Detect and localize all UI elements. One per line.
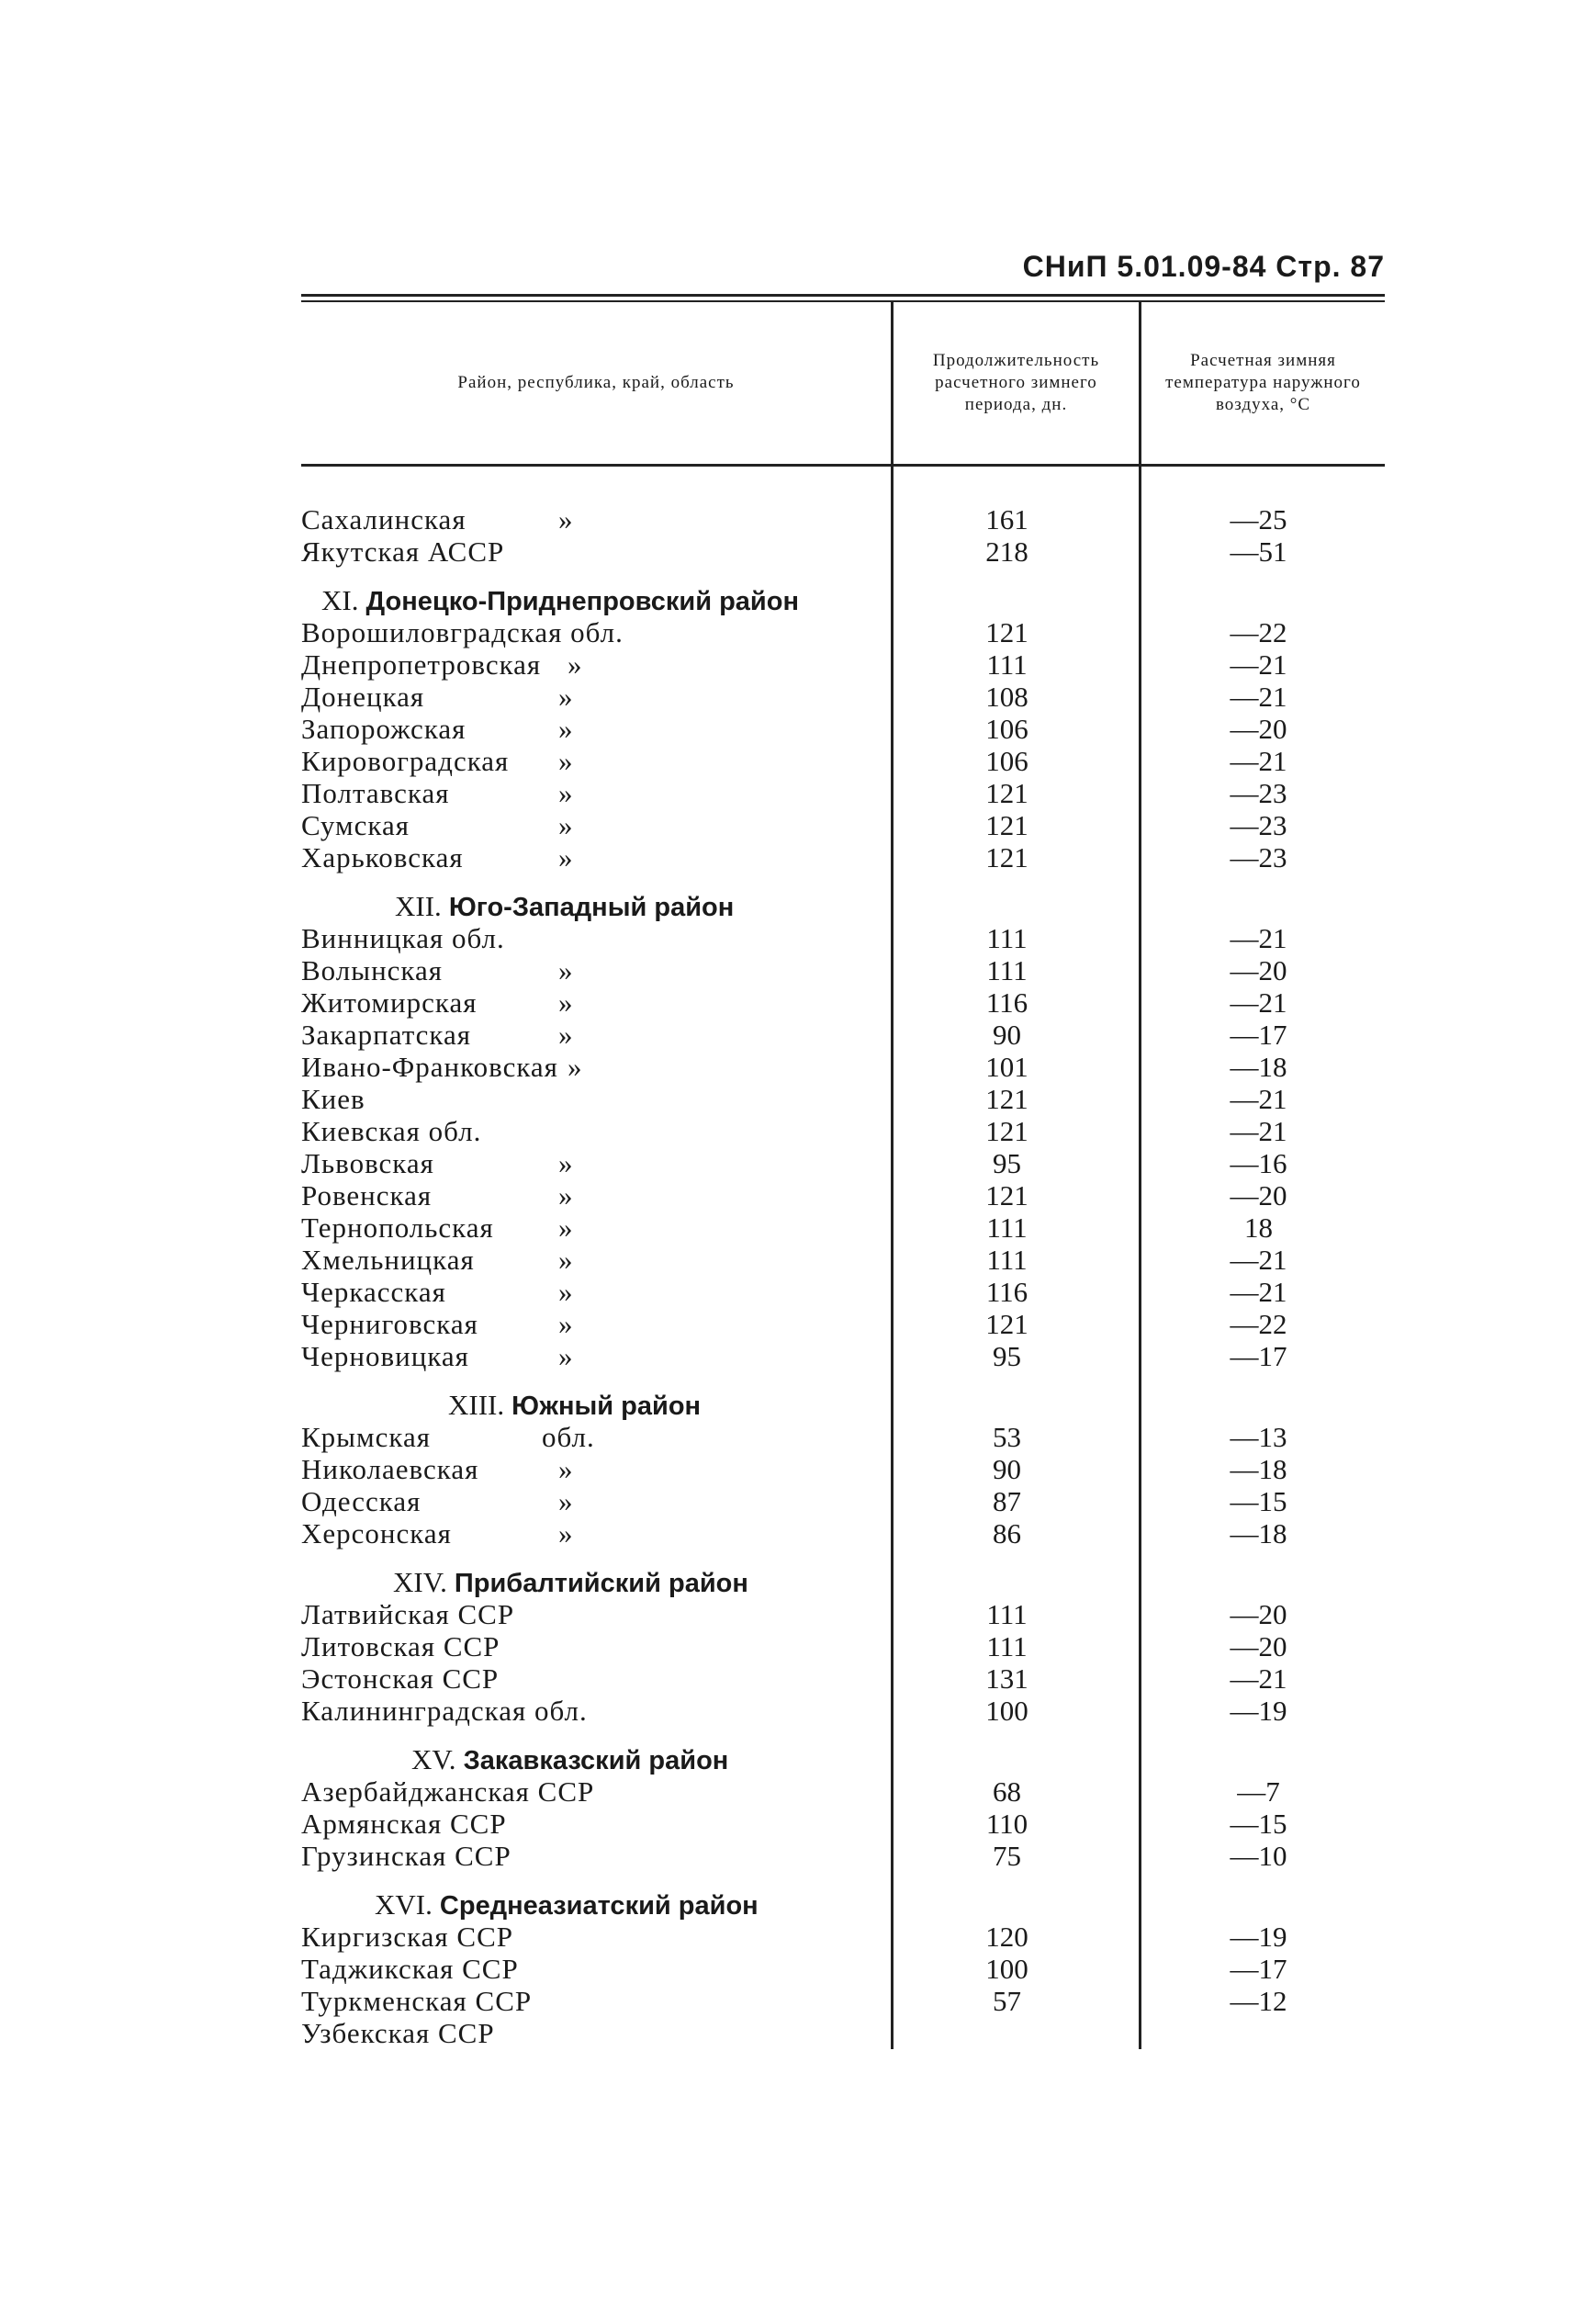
section-title [301,1743,891,1775]
table-row [301,986,891,1019]
region-suffix: » [558,1453,574,1485]
region-suffix: » [558,1485,574,1517]
region-name-text: Черкасская [301,1276,446,1308]
region-name-text: Житомирская [301,986,478,1019]
temperature-cell: —21 [1230,986,1287,1019]
region-name-text: Ивано-Франковская [301,1051,558,1083]
temperature-cell: —15 [1230,1808,1287,1840]
table-top-rule [301,294,1385,297]
region-name-text: Латвийская ССР [301,1598,515,1630]
table-row [301,1517,891,1549]
duration-cell: 90 [993,1453,1021,1485]
table-row [301,777,891,809]
group-spacer [1141,1549,1385,1566]
temperature-cell: —25 [1230,503,1287,535]
temperature-cell [1141,2017,1385,2049]
region-name [301,1840,891,1872]
table-row [301,1695,891,1727]
region-name-text: Одесская [301,1485,421,1517]
region-name [301,681,891,713]
region-suffix: » [558,503,574,535]
duration-cell: 110 [985,1808,1028,1840]
table-row [301,1019,891,1051]
region-name-text: Хмельницкая [301,1244,475,1276]
duration-cell: 111 [986,1630,1028,1662]
region-name [301,1775,891,1808]
region-name-text: Закарпатская [301,1019,471,1051]
region-name [301,1453,891,1485]
group-spacer [301,1372,891,1389]
section-number: XV. [411,1743,456,1775]
table-header [301,302,1385,467]
temperature-cell: —21 [1230,1662,1287,1695]
table-row [301,1808,891,1840]
table-row [301,1276,891,1308]
region-name-text: Эстонская ССР [301,1662,500,1695]
region-suffix: » [558,809,574,841]
group-spacer [894,1549,1139,1566]
section-name: Донецко-Приднепровский район [365,587,799,616]
table-row [301,681,891,713]
duration-cell: 121 [985,1083,1028,1115]
region-suffix: » [558,1147,574,1179]
region-name [301,1019,891,1051]
section-blank [1141,1888,1385,1921]
region-name-text: Николаевская [301,1453,479,1485]
region-suffix: » [558,1517,574,1549]
duration-cell: 68 [993,1775,1021,1808]
region-suffix: » [558,745,574,777]
region-name-text: Кировоградская [301,745,510,777]
duration-cell: 120 [985,1921,1028,1953]
temperature-cell: —15 [1230,1485,1287,1517]
group-spacer [1141,1872,1385,1888]
region-column [301,467,891,2049]
region-name [301,2017,891,2049]
region-name-text: Киргизская ССР [301,1921,514,1953]
table-row [301,1598,891,1630]
duration-cell: 53 [993,1421,1021,1453]
duration-cell: 131 [985,1662,1028,1695]
temperature-cell: —18 [1230,1517,1287,1549]
region-name [301,1276,891,1308]
section-title [301,1888,891,1921]
section-blank [1141,1743,1385,1775]
region-name-text: Киевская обл. [301,1115,482,1147]
column-header-region: Район, республика, край, область [457,373,735,392]
duration-cell: 121 [985,1308,1028,1340]
duration-cell: 121 [985,1115,1028,1147]
temperature-cell: —21 [1230,681,1287,713]
temperature-cell: —22 [1230,1308,1287,1340]
duration-cell: 108 [985,681,1028,713]
duration-cell [894,2017,1139,2049]
duration-cell: 95 [993,1340,1021,1372]
table-row [301,922,891,954]
section-blank [1141,1389,1385,1421]
group-spacer [1141,568,1385,584]
section-name: Среднеазиатский район [439,1891,759,1921]
table-body [301,467,1385,2049]
duration-cell: 116 [985,1276,1028,1308]
region-name [301,986,891,1019]
table-row [301,1953,891,1985]
region-name-text: Донецкая [301,681,425,713]
region-name [301,535,891,568]
region-name [301,713,891,745]
temperature-cell: —21 [1230,745,1287,777]
group-spacer [1141,1727,1385,1743]
duration-cell: 75 [993,1840,1021,1872]
table-row [301,954,891,986]
region-suffix: » [558,1244,574,1276]
temperature-cell: —17 [1230,1953,1287,1985]
region-name-text: Полтавская [301,777,450,809]
group-spacer [894,873,1139,890]
temperature-cell: —19 [1230,1921,1287,1953]
table-row [301,1485,891,1517]
region-name [301,1808,891,1840]
region-name [301,1179,891,1211]
region-name-text: Сахалинская [301,503,466,535]
group-spacer [301,1872,891,1888]
table-row [301,2017,891,2049]
temperature-cell: —22 [1230,616,1287,648]
region-name-text: Черниговская [301,1308,478,1340]
region-name [301,503,891,535]
table-row [301,1244,891,1276]
duration-cell: 111 [986,1598,1028,1630]
section-number: XIII. [448,1389,505,1421]
temperature-cell: 18 [1244,1211,1273,1244]
table-row [301,1775,891,1808]
region-name-text: Львовская [301,1147,434,1179]
duration-cell: 121 [985,616,1028,648]
section-blank [894,1888,1139,1921]
region-suffix: » [558,713,574,745]
temperature-cell: —21 [1230,1276,1287,1308]
table-row [301,1211,891,1244]
region-suffix: » [558,1211,574,1244]
temperature-cell: —23 [1230,777,1287,809]
table-row [301,713,891,745]
region-suffix: » [558,1308,574,1340]
temperature-cell: —20 [1230,954,1287,986]
table-row [301,1115,891,1147]
region-name [301,1485,891,1517]
region-name [301,841,891,873]
table-row [301,1421,891,1453]
region-name [301,648,891,681]
duration-cell: 218 [985,535,1028,568]
region-name-text: Таджикская ССР [301,1953,519,1985]
temperature-cell: —21 [1230,1244,1287,1276]
region-name [301,1147,891,1179]
temperature-cell: —20 [1230,1179,1287,1211]
region-suffix: » [558,1019,574,1051]
duration-cell: 57 [993,1985,1021,2017]
group-spacer [1141,1372,1385,1389]
region-name [301,1695,891,1727]
duration-cell: 161 [985,503,1028,535]
temperature-cell: —20 [1230,1598,1287,1630]
region-name-text: Армянская ССР [301,1808,507,1840]
section-title [301,890,891,922]
section-blank [1141,890,1385,922]
table-row [301,1147,891,1179]
section-number: XIV. [393,1566,447,1598]
temperature-column [1139,467,1385,2049]
region-name-text: Узбекская ССР [301,2017,495,2049]
section-number: XII. [395,890,442,922]
section-number: XI. [321,584,359,616]
temperature-cell: —18 [1230,1453,1287,1485]
group-spacer [894,1872,1139,1888]
section-number: XVI. [375,1888,433,1921]
duration-cell: 90 [993,1019,1021,1051]
group-spacer [894,568,1139,584]
region-name-text: Запорожская [301,713,466,745]
section-blank [894,1389,1139,1421]
region-name [301,1598,891,1630]
temperature-cell: —21 [1230,1115,1287,1147]
temperature-cell: —21 [1230,922,1287,954]
duration-column [891,467,1139,2049]
duration-cell: 106 [985,745,1028,777]
region-name [301,616,891,648]
region-suffix: » [558,841,574,873]
group-spacer [301,873,891,890]
region-suffix: » [568,1051,583,1083]
region-name [301,1985,891,2017]
group-spacer [894,1372,1139,1389]
duration-cell: 106 [985,713,1028,745]
duration-cell: 95 [993,1147,1021,1179]
table-row [301,535,891,568]
temperature-cell: —23 [1230,809,1287,841]
duration-cell: 111 [986,954,1028,986]
region-name-text: Туркменская ССР [301,1985,533,2017]
region-name [301,954,891,986]
table-row [301,1985,891,2017]
region-suffix: » [568,648,583,681]
duration-cell: 116 [985,986,1028,1019]
table-row [301,1630,891,1662]
region-name-text: Сумская [301,809,410,841]
region-name-text: Азербайджанская ССР [301,1775,595,1808]
region-name-text: Винницкая обл. [301,922,505,954]
duration-cell: 121 [985,777,1028,809]
section-blank [1141,584,1385,616]
duration-cell: 100 [985,1953,1028,1985]
region-name [301,1244,891,1276]
table-row [301,648,891,681]
region-suffix: » [558,1276,574,1308]
temperature-cell: —23 [1230,841,1287,873]
region-name-text: Киев [301,1083,365,1115]
section-title [301,1389,891,1421]
page-header: СНиП 5.01.09-84 Стр. 87 [1022,250,1385,283]
table-row [301,616,891,648]
table-row [301,1921,891,1953]
table-row [301,1840,891,1872]
temperature-cell: —18 [1230,1051,1287,1083]
region-name [301,745,891,777]
temperature-cell: —51 [1230,535,1287,568]
temperature-cell: —17 [1230,1019,1287,1051]
region-name [301,777,891,809]
region-name-text: Тернопольская [301,1211,494,1244]
group-spacer [894,1727,1139,1743]
section-blank [1141,1566,1385,1598]
table-row [301,809,891,841]
temperature-cell: —16 [1230,1147,1287,1179]
duration-cell: 111 [986,648,1028,681]
table-row [301,1340,891,1372]
table-row [301,841,891,873]
region-name [301,922,891,954]
table-row [301,1179,891,1211]
temperature-cell: —13 [1230,1421,1287,1453]
section-blank [894,1743,1139,1775]
section-title [301,1566,891,1598]
region-name-text: Днепропетровская [301,648,542,681]
region-name-text: Харьковская [301,841,464,873]
table-row [301,1051,891,1083]
duration-cell: 87 [993,1485,1021,1517]
duration-cell: 121 [985,841,1028,873]
region-suffix: » [558,1340,574,1372]
table-row [301,745,891,777]
column-header-temperature: Расчетная зимняя температура наружного воздуха, °С [1139,302,1385,464]
region-name [301,1308,891,1340]
region-name [301,1340,891,1372]
region-name [301,809,891,841]
duration-cell: 111 [986,1211,1028,1244]
duration-cell: 111 [986,1244,1028,1276]
region-name-text: Ворошиловградская обл. [301,616,624,648]
region-name-text: Якутская АССР [301,535,505,568]
climate-table [301,294,1385,2049]
region-suffix: » [558,1179,574,1211]
region-name [301,1630,891,1662]
region-name [301,1953,891,1985]
temperature-cell: —20 [1230,713,1287,745]
section-name: Прибалтийский район [454,1569,748,1598]
region-name [301,1115,891,1147]
duration-cell: 86 [993,1517,1021,1549]
section-blank [894,890,1139,922]
region-name [301,1517,891,1549]
table-row [301,503,891,535]
section-name: Юго-Западный район [448,893,735,922]
duration-cell: 121 [985,809,1028,841]
region-suffix: » [558,954,574,986]
region-name [301,1662,891,1695]
section-name: Закавказский район [463,1746,729,1775]
region-suffix: » [558,681,574,713]
region-suffix: обл. [542,1421,595,1453]
region-name [301,1083,891,1115]
region-name-text: Херсонская [301,1517,452,1549]
section-name: Южный район [511,1392,702,1421]
temperature-cell: —20 [1230,1630,1287,1662]
group-spacer [301,568,891,584]
region-suffix: » [558,777,574,809]
duration-cell: 121 [985,1179,1028,1211]
region-name [301,1211,891,1244]
temperature-cell: —21 [1230,1083,1287,1115]
duration-cell: 100 [985,1695,1028,1727]
region-name [301,1051,891,1083]
temperature-cell: —12 [1230,1985,1287,2017]
region-name-text: Калининградская обл. [301,1695,588,1727]
table-row [301,1083,891,1115]
region-name [301,1921,891,1953]
group-spacer [1141,873,1385,890]
region-name-text: Черновицкая [301,1340,469,1372]
duration-cell: 101 [985,1051,1028,1083]
region-name-text: Грузинская ССР [301,1840,511,1872]
section-blank [894,584,1139,616]
region-name-text: Ровенская [301,1179,433,1211]
group-spacer [301,1549,891,1566]
table-row [301,1453,891,1485]
table-row [301,1308,891,1340]
group-spacer [301,1727,891,1743]
region-name [301,1421,891,1453]
region-name-text: Литовская ССР [301,1630,500,1662]
temperature-cell: —19 [1230,1695,1287,1727]
temperature-cell: —10 [1230,1840,1287,1872]
section-blank [894,1566,1139,1598]
duration-cell: 111 [986,922,1028,954]
column-header-duration: Продолжительность расчетного зимнего периода, дн. [891,302,1139,464]
table-row [301,1662,891,1695]
temperature-cell: —7 [1237,1775,1280,1808]
temperature-cell: —21 [1230,648,1287,681]
temperature-cell: —17 [1230,1340,1287,1372]
section-title [301,584,891,616]
region-name-text: Крымская [301,1421,431,1453]
region-name-text: Волынская [301,954,444,986]
region-suffix: » [558,986,574,1019]
